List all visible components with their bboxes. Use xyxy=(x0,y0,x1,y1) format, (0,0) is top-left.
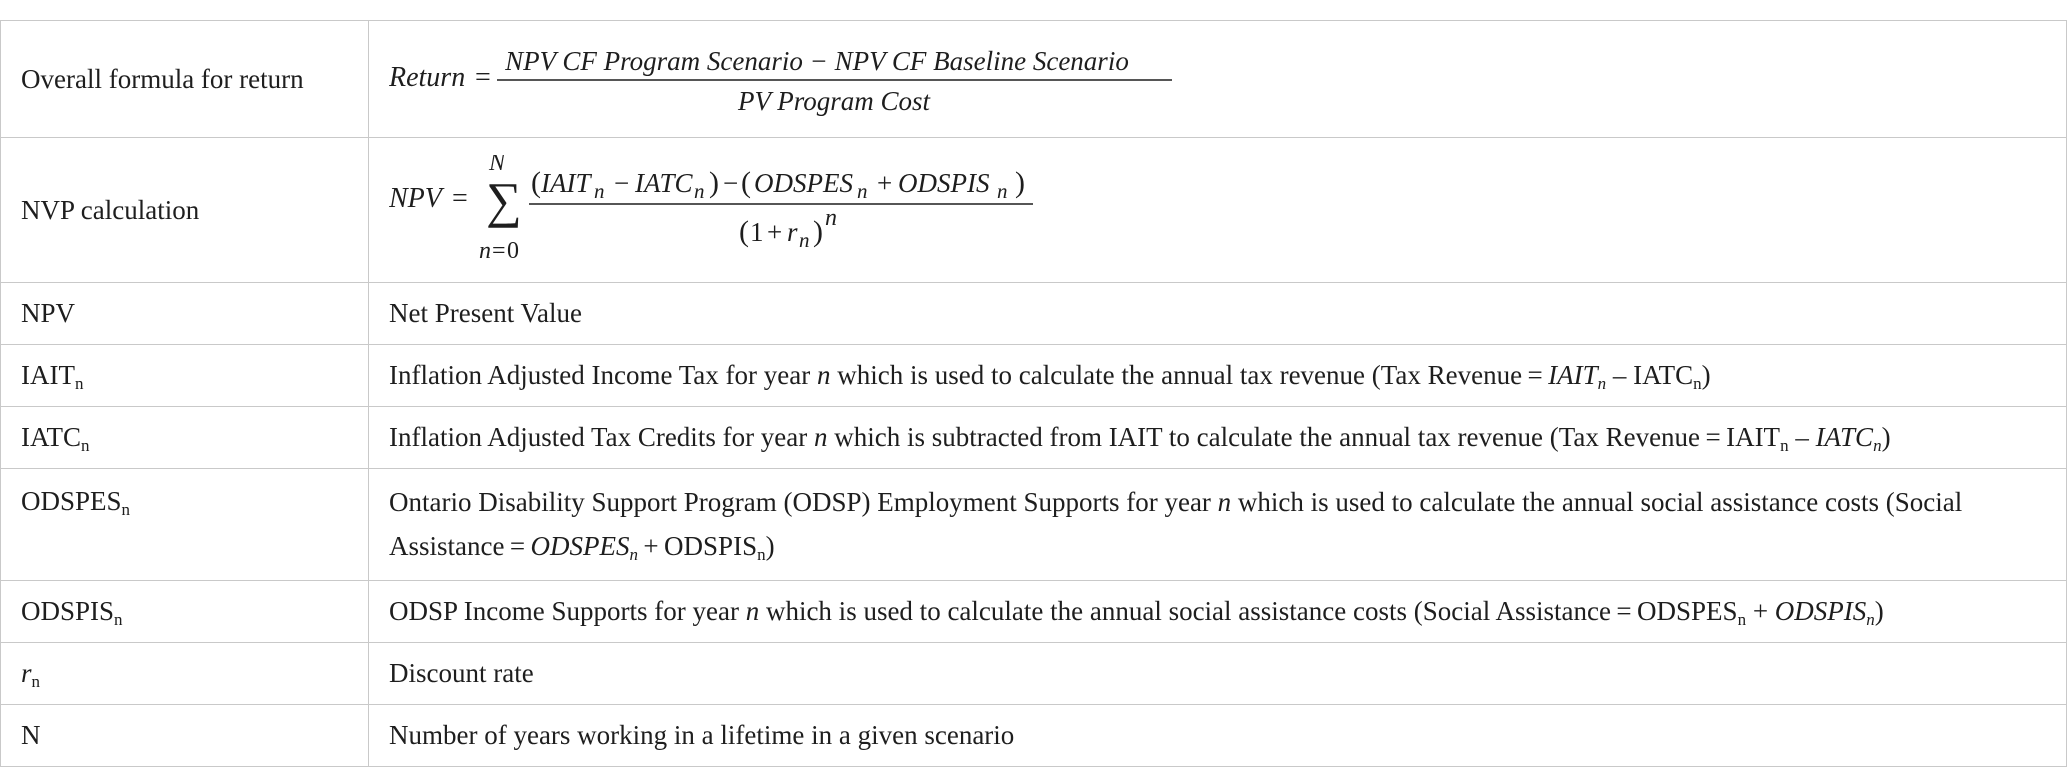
variable-n: n xyxy=(1217,487,1232,518)
subscript: n xyxy=(757,544,766,564)
den-one: 1 xyxy=(750,217,764,247)
table-row xyxy=(1,469,2067,581)
table-row xyxy=(1,345,2067,407)
subscript: n xyxy=(1873,436,1882,456)
term-iatc: IATC xyxy=(635,168,693,198)
return-formula xyxy=(389,39,1249,119)
term-cell xyxy=(1,138,369,283)
definition-cell xyxy=(369,345,2067,407)
definition-text: Net Present Value xyxy=(389,298,582,329)
sub-n: n xyxy=(997,179,1008,203)
term-label: r xyxy=(21,658,32,689)
term-cell xyxy=(1,283,369,345)
sub-n: n xyxy=(594,179,605,203)
term-cell xyxy=(1,407,369,469)
table-row xyxy=(1,581,2067,643)
term-odspis: ODSPIS xyxy=(898,168,990,198)
term-subscript: n xyxy=(81,436,90,456)
term-label: ODSPES xyxy=(21,486,122,516)
formula-equals: = xyxy=(452,183,468,214)
definition-cell xyxy=(369,581,2067,643)
formula-denominator: PV Program Cost xyxy=(737,86,931,116)
term-cell xyxy=(1,345,369,407)
definition-cell xyxy=(369,283,2067,345)
term-cell xyxy=(1,21,369,138)
term-iatc: IATC xyxy=(1815,422,1874,453)
paren-close: ) xyxy=(1015,166,1025,199)
term-label: IATC xyxy=(21,422,81,453)
subscript: n xyxy=(1780,436,1789,456)
table-row xyxy=(1,407,2067,469)
term-label: NPV xyxy=(21,298,76,329)
subscript: n xyxy=(1693,374,1702,394)
term-cell xyxy=(1,643,369,705)
formula-definitions-table xyxy=(0,20,2067,767)
paren-close: ) xyxy=(709,166,719,199)
term-subscript: n xyxy=(74,374,84,394)
term-odspes: ODSPES xyxy=(530,530,630,561)
term-r: r xyxy=(787,217,798,247)
close-paren: ) xyxy=(1701,360,1711,391)
definition-cell xyxy=(369,138,2067,283)
term-iatc: IATC xyxy=(1633,360,1694,391)
sub-n: n xyxy=(857,179,868,203)
term-subscript: n xyxy=(121,500,131,519)
formula-lhs: NPV xyxy=(389,183,442,214)
subscript: n xyxy=(1866,610,1875,630)
exponent-n: n xyxy=(825,205,837,231)
variable-n: n xyxy=(816,360,831,391)
variable-n: n xyxy=(745,596,760,627)
definition-cell xyxy=(369,643,2067,705)
sub-n: n xyxy=(799,228,810,252)
term-label: N xyxy=(21,720,41,751)
close-paren: ) xyxy=(1874,596,1884,627)
term-subscript: n xyxy=(114,610,123,630)
formula-lhs: Return xyxy=(389,62,466,93)
table-row-npv-formula xyxy=(1,138,2067,283)
definition-cell xyxy=(369,407,2067,469)
term-label: ODSPIS xyxy=(21,596,115,627)
definition-text: ODSP Income Supports for year xyxy=(389,596,746,627)
table-row xyxy=(1,705,2067,767)
table-row-return-formula xyxy=(1,21,2067,138)
operator: + xyxy=(638,530,665,561)
term-cell xyxy=(1,581,369,643)
operator: – xyxy=(1606,360,1634,391)
term-iait: IAIT xyxy=(1548,360,1598,391)
definition-text: Number of years working in a lifetime in a given scenario xyxy=(389,720,1015,751)
definition-text: Discount rate xyxy=(389,658,534,689)
plus-sign: + xyxy=(877,168,893,198)
definition-text: Inflation Adjusted Income Tax for year xyxy=(389,360,817,391)
formula-numerator: NPV CF Program Scenario − NPV CF Baseline Scenario xyxy=(505,46,1129,76)
npv-formula xyxy=(389,155,1149,265)
term-odspes: ODSPES xyxy=(754,168,853,198)
sum-lower-val: 0 xyxy=(507,238,519,264)
term-cell xyxy=(1,705,369,767)
minus-sign: − xyxy=(614,168,630,198)
definition-text: which is used to calculate the annual social assistance costs (Social Assistance = xyxy=(389,487,1963,561)
definition-text: Ontario Disability Support Program (ODSP) Employment Supports for year xyxy=(389,487,1218,518)
term-label: IAIT xyxy=(21,360,75,391)
sum-upper-limit: N xyxy=(489,155,506,176)
sum-lower-eq: = xyxy=(492,238,506,264)
definition-cell xyxy=(369,705,2067,767)
paren-open: ( xyxy=(531,166,541,199)
paren-open: ( xyxy=(741,166,751,199)
term-odspes: ODSPES xyxy=(1637,596,1738,627)
term-label: NVP calculation xyxy=(21,194,200,225)
term-cell xyxy=(1,469,369,581)
close-paren: ) xyxy=(1881,422,1891,453)
sub-n: n xyxy=(694,179,705,203)
term-odspis: ODSPIS xyxy=(1774,596,1867,627)
plus-sign: + xyxy=(767,217,783,247)
term-iait: IAIT xyxy=(541,168,591,198)
subscript: n xyxy=(629,544,638,564)
definition-cell xyxy=(369,21,2067,138)
definition-cell xyxy=(369,469,2067,581)
close-paren: ) xyxy=(765,530,775,561)
table-row xyxy=(1,643,2067,705)
variable-n: n xyxy=(814,422,828,453)
sum-lower-var: n xyxy=(479,238,491,264)
table-row xyxy=(1,283,2067,345)
paren-open: ( xyxy=(739,215,749,248)
definition-text: which is used to calculate the annual tax revenue (Tax Revenue = xyxy=(830,360,1549,391)
term-iait: IAIT xyxy=(1726,422,1781,453)
summation-sign: ∑ xyxy=(486,172,522,228)
operator: + xyxy=(1746,596,1775,627)
minus-sign: − xyxy=(723,168,739,198)
subscript: n xyxy=(1597,374,1607,394)
definition-text: which is subtracted from IAIT to calculate the annual tax revenue (Tax Revenue = xyxy=(827,422,1727,453)
definition-text: Inflation Adjusted Tax Credits for year xyxy=(389,422,815,453)
term-subscript: n xyxy=(31,672,41,692)
operator: – xyxy=(1788,422,1816,453)
definition-text: which is used to calculate the annual social assistance costs (Social Assistance = xyxy=(759,596,1638,627)
term-odspis: ODSPIS xyxy=(664,530,758,561)
term-label: Overall formula for return xyxy=(21,63,304,94)
formula-equals: = xyxy=(475,62,491,93)
paren-close: ) xyxy=(813,215,823,248)
subscript: n xyxy=(1737,610,1747,630)
